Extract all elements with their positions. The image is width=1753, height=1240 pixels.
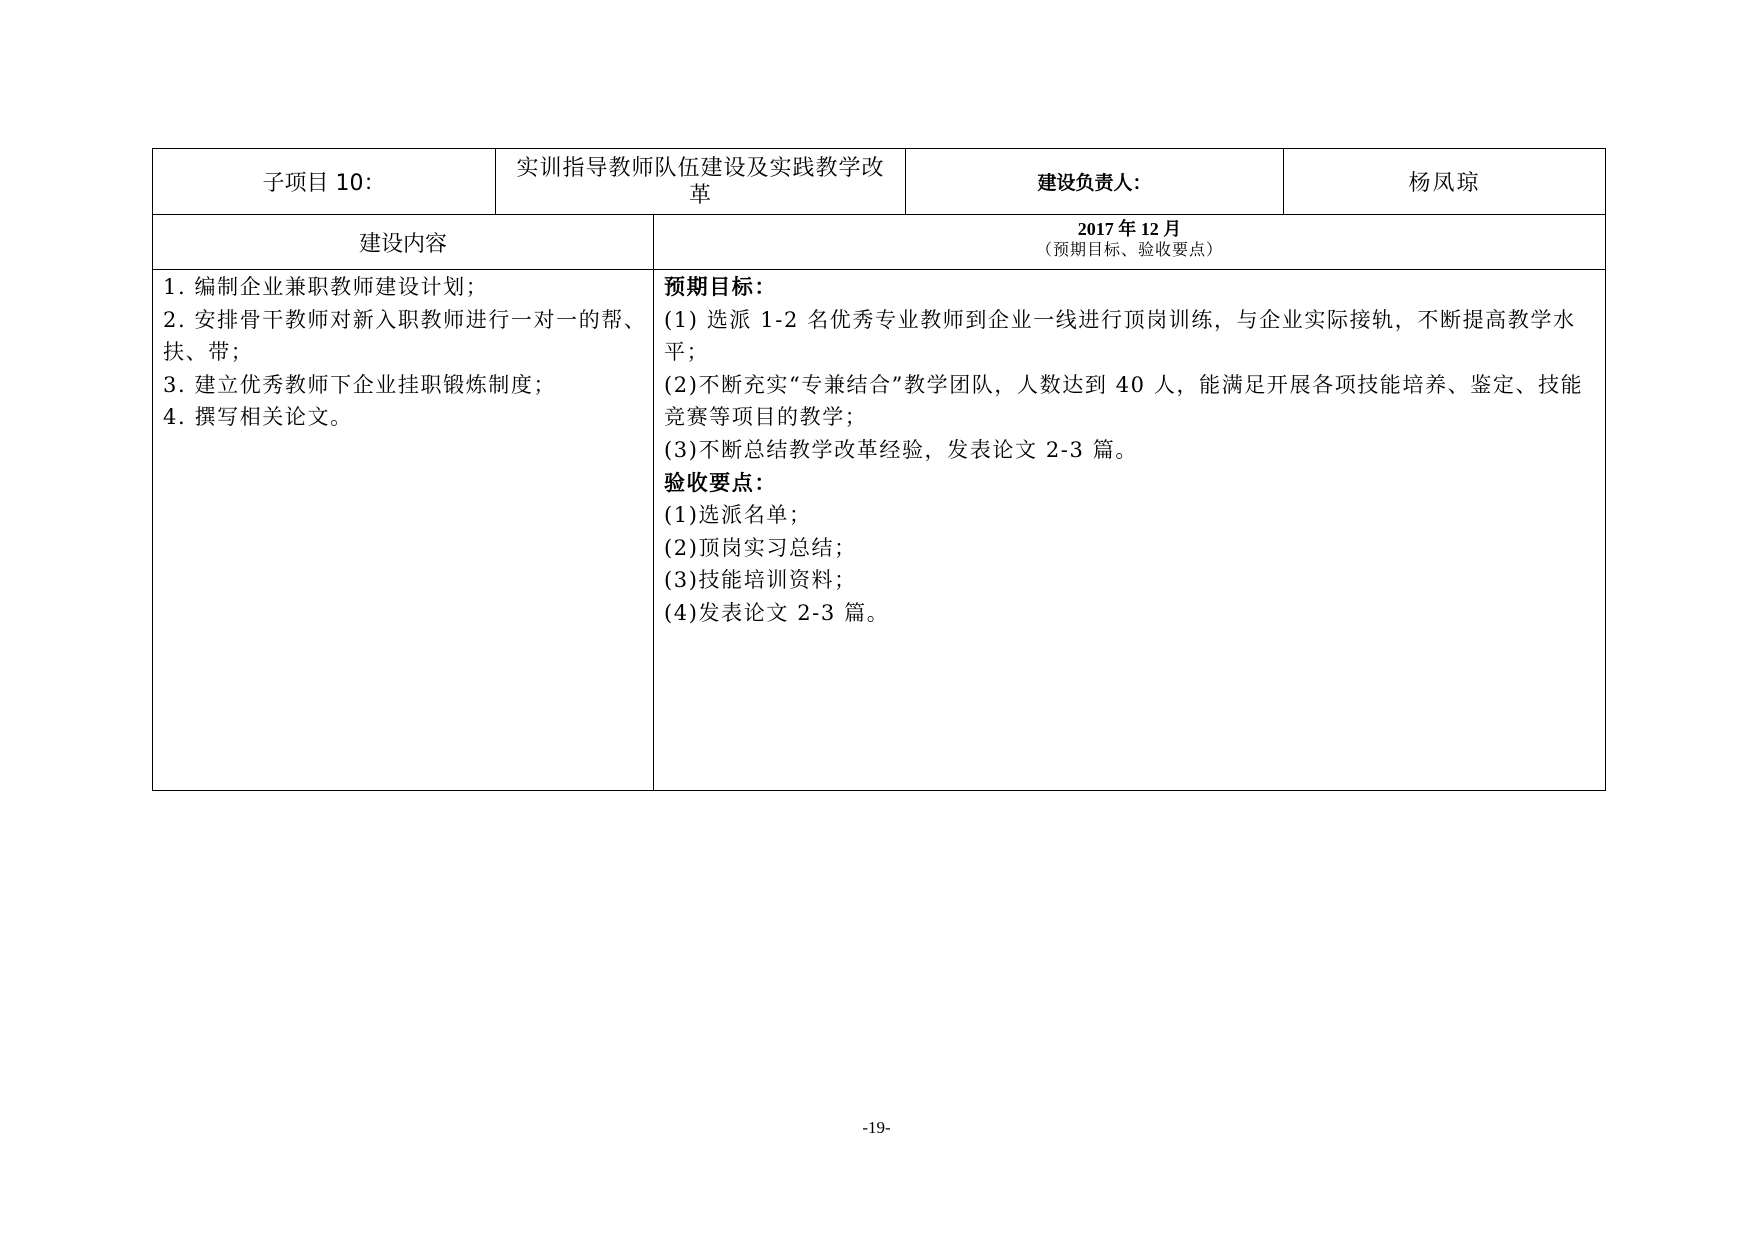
content-column-header: 建设内容 — [358, 231, 447, 257]
goal-item: (3)不断总结教学改革经验，发表论文 2-3 篇。 — [664, 437, 1138, 462]
leader-label: 建设负责人： — [1037, 172, 1152, 194]
content-item: 2. 安排骨干教师对新入职教师进行一对一的帮、扶、带； — [163, 307, 647, 365]
date-column-header — [654, 215, 1605, 269]
subproject-title: 实训指导教师队伍建设及实践教学改革 — [516, 155, 885, 208]
acceptance-item: (2)顶岗实习总结； — [664, 535, 857, 560]
content-item: 1. 编制企业兼职教师建设计划； — [163, 275, 489, 299]
acceptance-item: (1)选派名单； — [664, 503, 812, 528]
subproject-label: 子项目 10： — [262, 171, 386, 196]
content-list — [153, 270, 653, 790]
acceptance-heading: 验收要点： — [664, 470, 777, 495]
project-table — [152, 148, 1606, 791]
goals-heading: 预期目标： — [664, 275, 777, 299]
goal-item: (2)不断充实“专兼结合”教学团队，人数达到 40 人，能满足开展各项技能培养、鉴定、技能竞赛等项目的教学； — [664, 372, 1584, 430]
goal-item: (1) 选派 1-2 名优秀专业教师到企业一线进行顶岗训练，与企业实际接轨，不断提高教学水平； — [664, 307, 1576, 365]
acceptance-item: (3)技能培训资料； — [664, 568, 857, 593]
page-number: -19- — [862, 1118, 891, 1137]
date-subheader: （预期目标、验收要点） — [1035, 240, 1223, 259]
content-item: 4. 撰写相关论文。 — [163, 405, 353, 430]
content-item: 3. 建立优秀教师下企业挂职锻炼制度； — [163, 372, 557, 397]
leader-name: 杨凤琼 — [1408, 171, 1481, 196]
acceptance-item: (4)发表论文 2-3 篇。 — [664, 600, 890, 625]
date-header: 2017 年 12 月 — [1077, 219, 1182, 239]
goals-and-acceptance — [654, 270, 1605, 790]
